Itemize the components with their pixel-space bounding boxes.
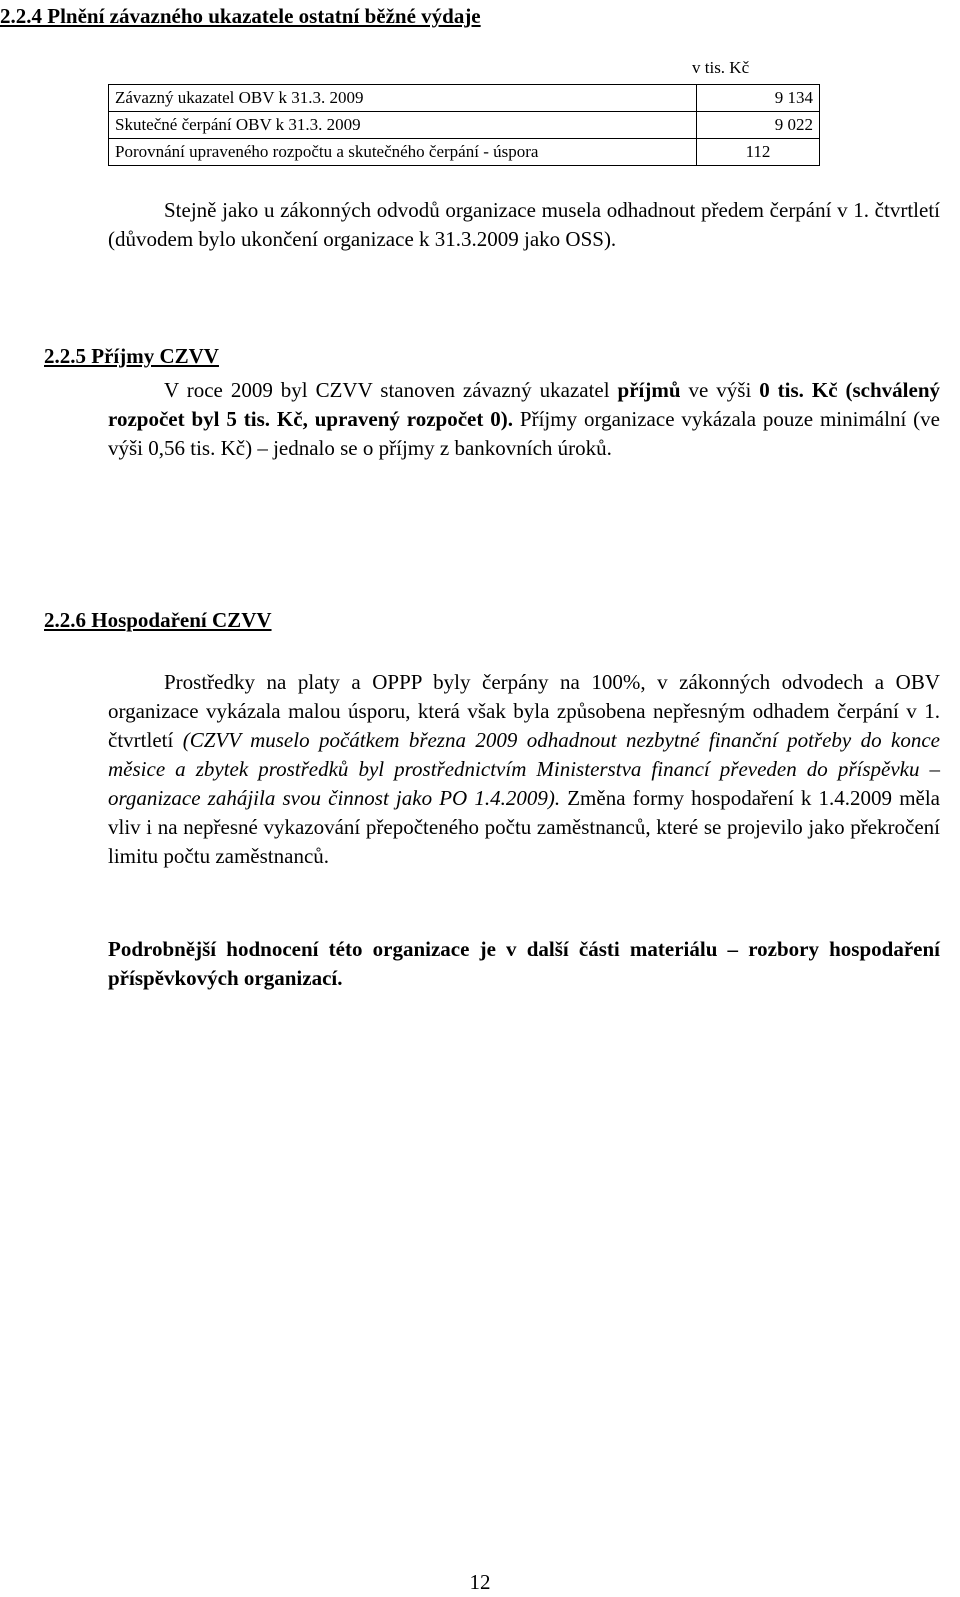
row-label: Porovnání upraveného rozpočtu a skutečného čerpání - úspora — [109, 139, 697, 166]
table-row — [109, 139, 820, 166]
paragraph-odhad: Stejně jako u zákonných odvodů organizace musela odhadnout předem čerpání v 1. čtvrtletí (důvodem bylo ukončení organizace k 31.3.2009 jako OSS). — [108, 198, 940, 251]
table-row — [109, 112, 820, 139]
italic-run: (CZVV muselo počátkem března 2009 odhadnout nezbytné finanční potřeby do konce měsice a zbytek prostředků byl prostřednictvím Ministerstva financí převeden do příspěvku – organizace zahájila svou činnost jako PO 1.4.2009). — [108, 728, 940, 810]
text-run: Prostředky na platy a OPPP byly čerpány na 100%, v zákonných odvodech a OBV organizace vykázala malou úsporu, která však byla způsobena nepřesným odhadem čerpání v 1. čtvrtletí — [108, 670, 940, 752]
text-run: ve výši — [680, 378, 760, 402]
text-run: Příjmy organizace vykázala pouze minimální (ve výši 0,56 tis. Kč) – jednalo se o příjmy z bankovních úroků. — [108, 407, 940, 460]
row-value: 9 022 — [697, 112, 820, 139]
section-heading-2-2-4: 2.2.4 Plnění závazného ukazatele ostatní běžné výdaje — [0, 4, 481, 28]
page-number: 12 — [469, 1570, 491, 1594]
bold-run: 0 tis. Kč (schválený rozpočet byl 5 tis. Kč, upravený rozpočet 0). — [108, 378, 940, 431]
paragraph-prijmy — [108, 376, 940, 463]
closing-statement: Podrobnější hodnocení této organizace je v další části materiálu – rozbory hospodaření příspěvkových organizací. — [108, 937, 940, 990]
section-heading-2-2-6: 2.2.6 Hospodaření CZVV — [44, 608, 272, 632]
overview-table — [108, 84, 820, 166]
row-value: 112 — [697, 139, 820, 166]
bold-run: příjmů — [617, 378, 681, 402]
unit-label: v tis. Kč — [692, 58, 750, 77]
row-label: Závazný ukazatel OBV k 31.3. 2009 — [109, 85, 697, 112]
text-run: Změna formy hospodaření k 1.4.2009 měla vliv i na nepřesné vykazování přepočteného počtu zaměstnanců, které se projevilo jako překročení limitu počtu zaměstnanců. — [108, 786, 940, 868]
row-value: 9 134 — [697, 85, 820, 112]
table-row — [109, 85, 820, 112]
section-heading-2-2-5: 2.2.5 Příjmy CZVV — [44, 344, 219, 368]
row-label: Skutečné čerpání OBV k 31.3. 2009 — [109, 112, 697, 139]
text-run: V roce 2009 byl CZVV stanoven závazný ukazatel — [164, 378, 618, 402]
paragraph-hospodareni — [108, 668, 940, 871]
